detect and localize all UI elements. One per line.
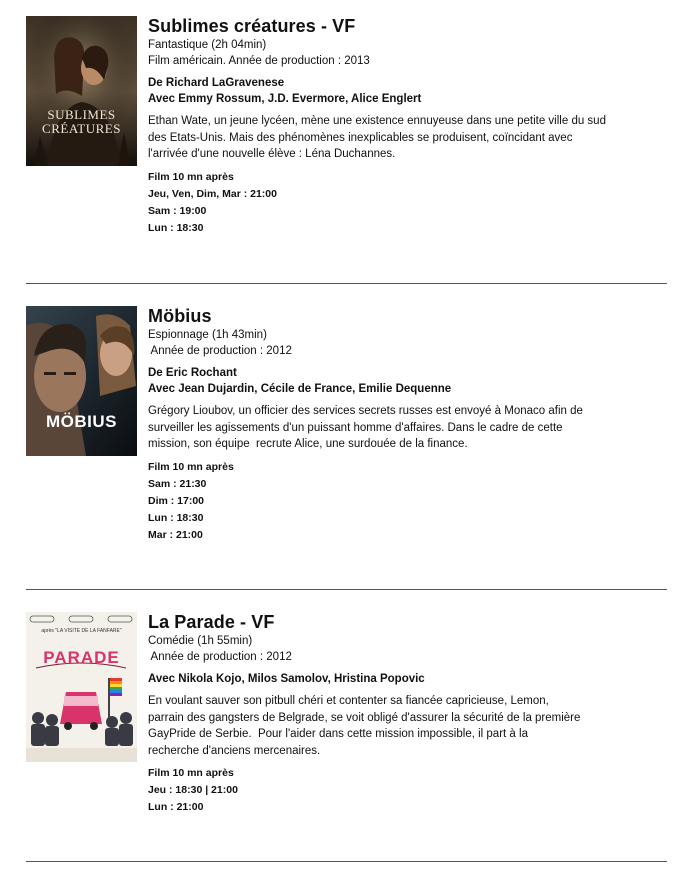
poster-art <box>26 16 137 166</box>
film-info <box>148 612 671 816</box>
film-genre: Espionnage (1h 43min) <box>148 329 267 341</box>
schedule-line: Sam : 19:00 <box>148 204 207 217</box>
schedule-line: Sam : 21:30 <box>148 477 207 490</box>
movie-poster[interactable] <box>26 306 137 456</box>
schedule-line: Mar : 21:00 <box>148 528 203 541</box>
film-synopsis-line: GayPride de Serbie. Pour l'aider dans cette mission impossible, il part à la <box>148 728 528 741</box>
movie-poster[interactable] <box>26 16 137 166</box>
section-divider <box>26 589 667 590</box>
schedule-line: Jeu, Ven, Dim, Mar : 21:00 <box>148 187 277 200</box>
schedule-note: Film 10 mn après <box>148 767 234 780</box>
section-divider <box>26 283 667 284</box>
film-production: Année de production : 2012 <box>148 345 292 357</box>
film-synopsis-line: Ethan Wate, un jeune lycéen, mène une existence ennuyeuse dans une petite ville du sud <box>148 115 606 127</box>
film-synopsis-line: surveiller les agissements d'un puissant homme d'affaires. Dans le cadre de cette <box>148 421 563 434</box>
film-synopsis-line: recherche d'anciens mercenaires. <box>148 744 321 757</box>
film-production: Film américain. Année de production : 2013 <box>148 55 370 67</box>
poster-art <box>26 306 137 456</box>
film-title[interactable]: La Parade - VF <box>148 612 275 632</box>
schedule-line: Lun : 21:00 <box>148 801 204 814</box>
film-synopsis-line: Grégory Lioubov, un officier des services secrets russes est envoyé à Monaco afin de <box>148 405 583 417</box>
section-divider <box>26 861 667 862</box>
poster-art <box>26 612 137 762</box>
poster-title-text: PARADE <box>43 648 120 667</box>
film-synopsis-line: mission, son équipe recrute Alice, une surdouée de la finance. <box>148 438 468 451</box>
film-synopsis-line: des Etats-Unis. Mais des phénomènes inexplicables se produisent, coïncidant avec <box>148 131 573 144</box>
schedule-note: Film 10 mn après <box>148 460 234 473</box>
schedule-note: Film 10 mn après <box>148 170 234 183</box>
film-production: Année de production : 2012 <box>148 651 292 663</box>
schedule-line: Lun : 18:30 <box>148 511 204 524</box>
schedule-line: Jeu : 18:30 | 21:00 <box>148 784 238 797</box>
poster-tagline: après "LA VISITE DE LA FANFARE" <box>41 628 122 634</box>
film-cast: Avec Jean Dujardin, Cécile de France, Emilie Dequenne <box>148 383 452 395</box>
poster-title-text: MÖBIUS <box>46 412 117 431</box>
schedule-line: Dim : 17:00 <box>148 494 205 507</box>
film-genre: Fantastique (2h 04min) <box>148 39 267 51</box>
film-director: De Eric Rochant <box>148 367 237 379</box>
film-cast: Avec Nikola Kojo, Milos Samolov, Hristina Popovic <box>148 673 425 685</box>
movie-poster[interactable] <box>26 612 137 762</box>
poster-title-text: SUBLIMES CRÉATURES <box>42 107 121 136</box>
film-synopsis-line: En voulant sauver son pitbull chéri et contenter sa fiancée capricieuse, Lemon, <box>148 695 549 707</box>
schedule-line: Lun : 18:30 <box>148 221 204 234</box>
film-synopsis-line: l'arrivée d'une nouvelle élève : Léna Duchannes. <box>148 148 396 161</box>
film-info <box>148 306 671 544</box>
film-info <box>148 16 671 237</box>
film-genre: Comédie (1h 55min) <box>148 635 253 647</box>
film-title[interactable]: Sublimes créatures - VF <box>148 16 356 36</box>
film-director: De Richard LaGravenese <box>148 77 285 89</box>
film-synopsis-line: parrain des gangsters de Belgrade, se voit obligé d'assurer la sécurité de la première <box>148 711 581 724</box>
film-cast: Avec Emmy Rossum, J.D. Evermore, Alice Englert <box>148 93 422 105</box>
film-title[interactable]: Möbius <box>148 306 212 326</box>
